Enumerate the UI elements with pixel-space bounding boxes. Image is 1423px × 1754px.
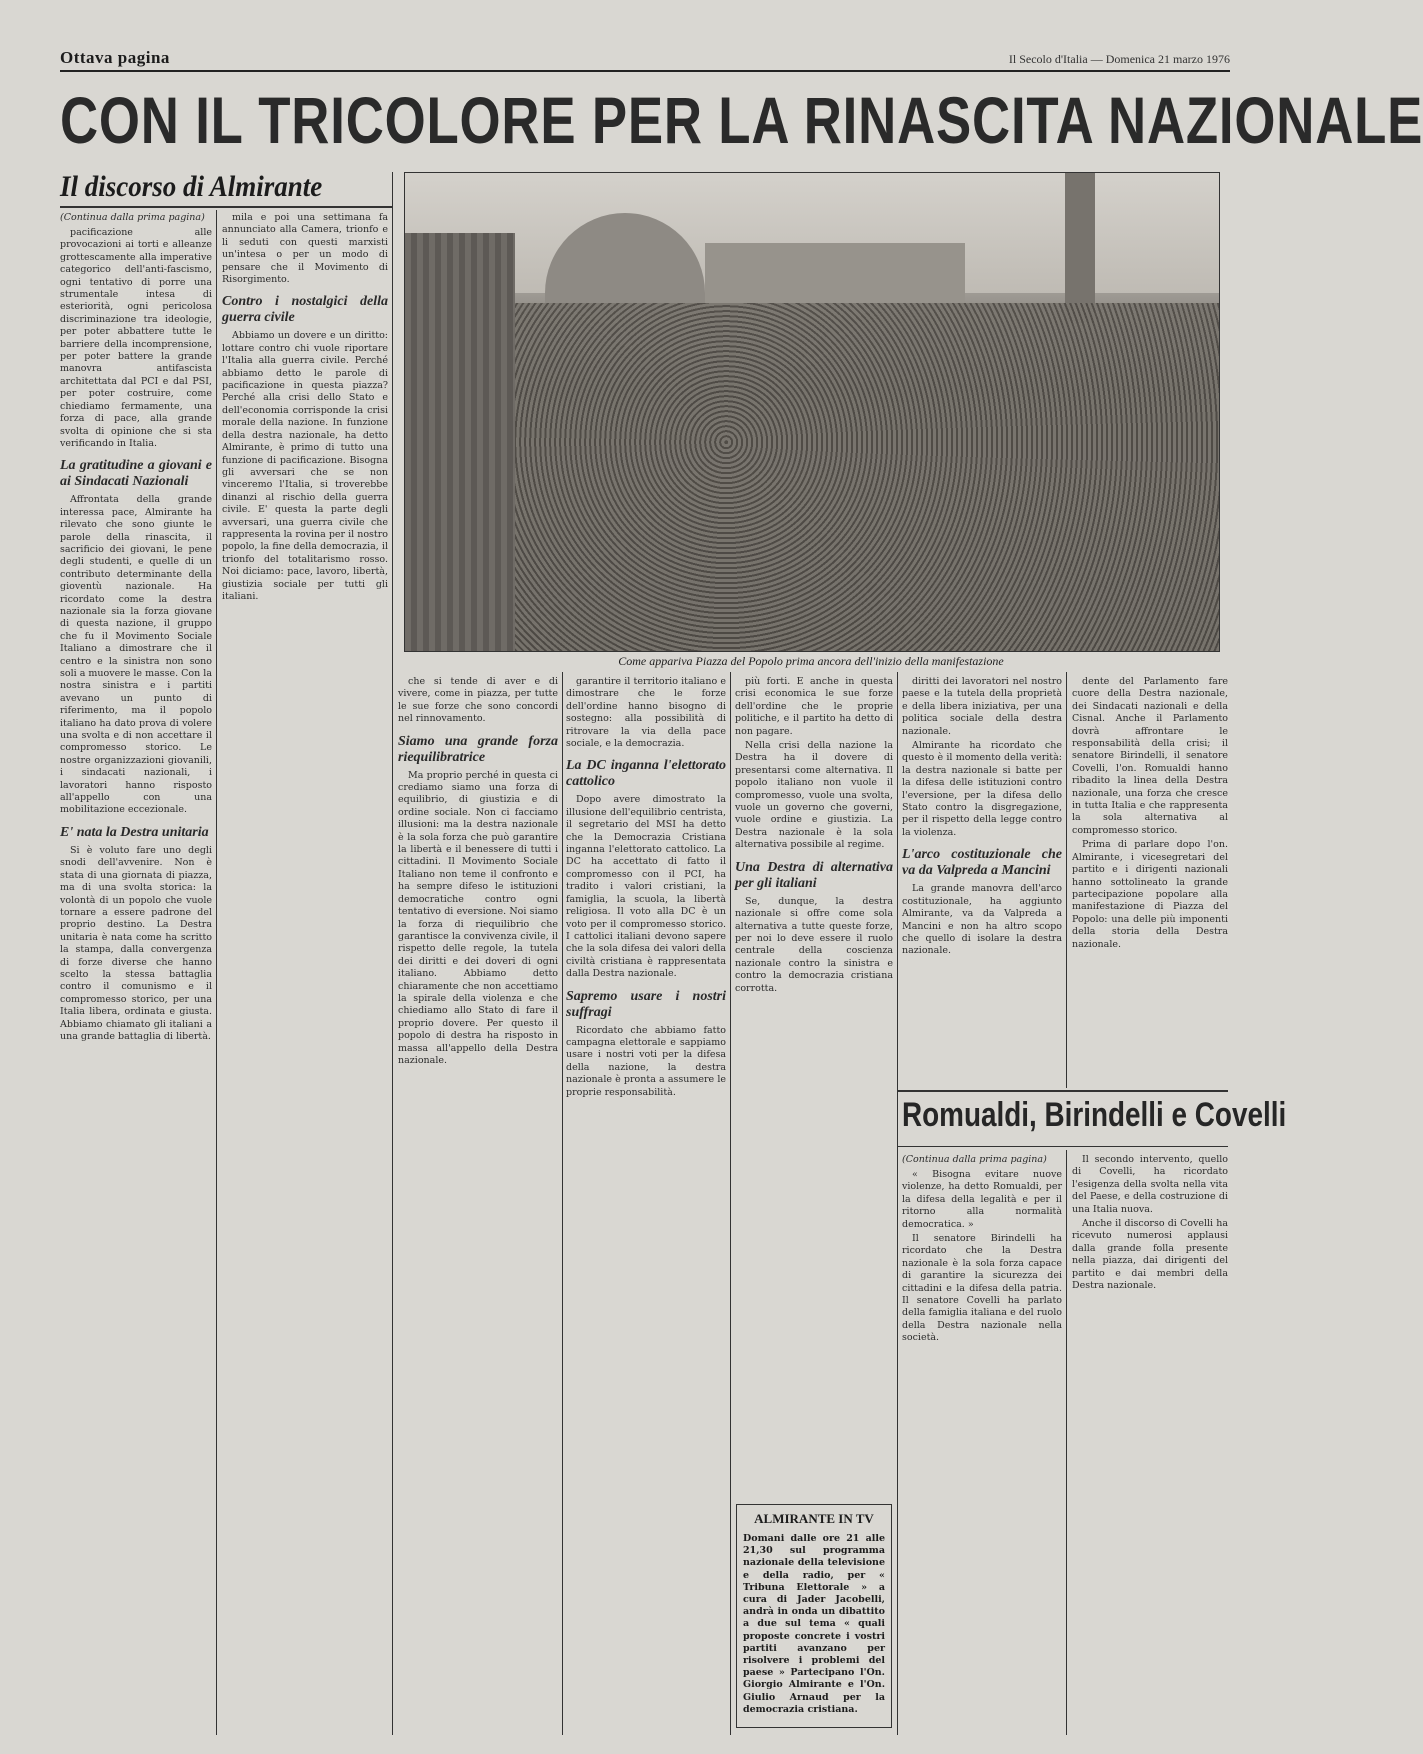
- body-text: Si è voluto fare uno degli snodi dell'avvenire. Non è stata di una giornata di piazza, ma di una svolta storica: la volontà di un popolo che vuole tornare a essere padrone del proprio destino. La Destra unitaria è nata come ha scritto la stampa, dalla convergenza di forze diverse che hanno scelto la stessa battaglia contro il comunismo e il compromesso storico, per una Italia libera, ordinata e giusta. Abbiamo chiamato gli italiani a una grande battaglia di libertà.: [60, 844, 212, 1042]
- subheading: La gratitudine a giovani e ai Sindacati Nazionali: [60, 458, 212, 490]
- page-header: [60, 48, 1230, 72]
- tv-announcement-box: [736, 1504, 892, 1728]
- article-column-2: [222, 212, 388, 1734]
- body-text: Ma proprio perché in questa ci crediamo siamo una forza di equilibrio, di giustizia e di ordine sociale. Non ci facciamo illusioni: ma la destra nazionale è la sola forza che può garantire la libertà e il benessere di tutti i cittadini. Il Movimento Sociale Italiano non teme il confronto e ha sempre difeso le istituzioni democratiche contro ogni tentativo di eversione. Noi siamo la forza di riequilibrio che garantisce la convivenza civile, il rispetto delle regole, la tutela dei diritti e dei doveri di ogni italiano. Abbiamo detto chiaramente che non accettiamo la spirale della violenza e che chiediamo allo Stato di fare il proprio dovere. Per questo il popolo di destra ha risposto in massa all'appello della Destra nazionale.: [398, 769, 558, 1066]
- column-rule: [1066, 1150, 1067, 1735]
- box-rule: [898, 1090, 1228, 1092]
- photo-obelisk: [1065, 173, 1095, 323]
- subheading: L'arco costituzionale che va da Valpreda a Mancini: [902, 847, 1062, 879]
- body-text: Il secondo intervento, quello di Covelli, ha ricordato l'esigenza della svolta nella vita del Paese, e della costruzione di una Italia nuova.: [1072, 1154, 1228, 1215]
- column-rule: [1066, 672, 1067, 1088]
- subheading: Siamo una grande forza riequilibratrice: [398, 733, 558, 765]
- box-headline: Romualdi, Birindelli e Covelli: [902, 1096, 1287, 1134]
- box-rule: [898, 1146, 1228, 1147]
- rally-photo: [404, 172, 1220, 652]
- article-column-3: [398, 676, 558, 1734]
- body-text: Se, dunque, la destra nazionale si offre come sola alternativa a tutte queste forze, per noi lo deve essere il ruolo centrale della coscienza nazionale contro la sinistra e contro la democrazia cristiana corrotta.: [735, 895, 893, 994]
- column-rule: [216, 210, 217, 1735]
- subheading: Sapremo usare i nostri suffragi: [566, 988, 726, 1020]
- body-text: Il senatore Birindelli ha ricordato che la Destra nazionale è la sola forza capace di garantire la sicurezza dei cittadini e la difesa della patria. Il senatore Covelli ha parlato della famiglia italiana e del ruolo della Destra nazionale nella società.: [902, 1233, 1062, 1344]
- body-text: più forti. E anche in questa crisi economica le sue forze dell'ordine che le proprie politiche, e il partito ha detto di non pagare.: [735, 676, 893, 737]
- photo-crowd: [515, 303, 1219, 651]
- publication-line: Il Secolo d'Italia — Domenica 21 marzo 1976: [1008, 52, 1230, 66]
- continued-note: (Continua dalla prima pagina): [60, 212, 205, 223]
- tv-box-body: Domani dalle ore 21 alle 21,30 sul programma nazionale della televisione e della radio, per « Tribuna Elettorale » a cura di Jader Jacobelli, andrà in onda un dibattito a due sul tema « quali proposte concrete i vostri partiti avanzano per risolvere i problemi del paese » Partecipano l'On. Giorgio Almirante e l'On. Giulio Arnaud per la democrazia cristiana.: [743, 1533, 885, 1715]
- body-text: Prima di parlare dopo l'on. Almirante, i vicesegretari del partito e i dirigenti nazionali hanno sottolineato la grande partecipazione popolare alla manifestazione di Piazza del Popolo: una delle più imponenti della storia della Destra nazionale.: [1072, 839, 1228, 950]
- section-label: Ottava pagina: [60, 48, 170, 67]
- column-rule: [730, 672, 731, 1735]
- subheading: La DC inganna l'elettorato cattolico: [566, 758, 726, 790]
- body-text: Nella crisi della nazione la Destra ha il dovere di presentarsi come alternativa. Il popolo italiano non vuole il compromesso, vuole una svolta, vuole un governo che governi, vuole ordine e giustizia. La Destra nazionale è la sola alternativa possibile al regime.: [735, 740, 893, 851]
- continued-note: (Continua dalla prima pagina): [902, 1154, 1047, 1165]
- article-title: Il discorso di Almirante: [60, 170, 323, 203]
- body-text: Abbiamo un dovere e un diritto: lottare contro chi vuole riportare l'Italia alla guerra civile. Perché abbiamo detto le parole di pacificazione in questa piazza? Perché alla crisi dello Stato e dell'economia corrisponde la crisi morale della nazione. In funzione della destra nazionale, ha detto Almirante, è primo di tutto una funzione di pacificazione. Bisogna gli avversari che se non vinceremo l'Italia, si troverebbe dinanzi al rischio della guerra civile. E' questa la parte degli avversari, una guerra civile che rappresenta la rovina per il nostro popolo, la fine della democrazia, il trionfo del totalitarismo rosso. Noi diciamo: pace, lavoro, libertà, giustizia sociale per tutti gli italiani.: [222, 330, 388, 602]
- column-rule: [562, 672, 563, 1735]
- article-column-6: [902, 676, 1062, 1086]
- photo-caption: Come appariva Piazza del Popolo prima ancora dell'inizio della manifestazione: [618, 654, 1004, 668]
- body-text: pacificazione alle provocazioni ai torti e alleanze grottescamente alla imperative categorico dell'anti-fascismo, ogni tentativo di porre una strumentale intesa di esteriorità, ogni pericolosa discriminazione tra ideologie, per poter abbattere tutte le barriere della incomprensione, per poter battere la grande manovra antifascista architettata dal PCI e dal PSI, per poter costruire, come chiediamo fermamente, una forza di pace, alla grande svolta di opinione che si sta verificando in Italia.: [60, 227, 212, 449]
- main-headline: CON IL TRICOLORE PER LA RINASCITA NAZIONALE: [60, 83, 1423, 157]
- subheading: E' nata la Destra unitaria: [60, 824, 209, 840]
- article-column-4: [566, 676, 726, 1734]
- box-column-2: [1072, 1154, 1228, 1734]
- body-text: garantire il territorio italiano e dimostrare che le forze dell'ordine hanno bisogno di sostegno: alla possibilità di ritrovare la via della pace sociale, e la democrazia.: [566, 676, 726, 750]
- article-column-7: [1072, 676, 1228, 1086]
- article-column-1: [60, 212, 212, 1734]
- body-text: Dopo avere dimostrato la illusione dell'equilibrio centrista, il segretario del MSI ha detto che la Democrazia Cristiana inganna l'elettorato cattolico. La DC ha accettato di fatto il compromesso con il PCI, ha tradito i valori cristiani, la famiglia, la scuola, la libertà religiosa. Il voto alla DC è un voto per il compromesso storico. I cattolici italiani devono sapere che la sola difesa dei valori della civiltà cristiana è rappresentata dalla Destra nazionale.: [566, 794, 726, 980]
- body-text: che si tende di aver e di vivere, come in piazza, per tutte le sue forze che sono concordi nel rinnovamento.: [398, 676, 558, 725]
- subheading: Contro i nostalgici della guerra civile: [222, 294, 388, 326]
- column-rule: [392, 172, 393, 1735]
- body-text: Almirante ha ricordato che questo è il momento della verità: la destra nazionale si batte per la difesa delle istituzioni contro l'eversione, per la difesa dello Stato contro la disgregazione, per il rispetto della legge contro la violenza.: [902, 740, 1062, 838]
- body-text: Ricordato che abbiamo fatto campagna elettorale e sappiamo usare i nostri voti per la difesa della nazione, la destra nazionale è pronta a assumere le proprie responsabilità.: [566, 1024, 726, 1098]
- body-text: mila e poi una settimana fa annunciato alla Camera, trionfo e li seduti con questi marxisti un'intesa o per un modo di pensare che il Movimento di Risorgimento.: [222, 212, 388, 286]
- tv-box-title: ALMIRANTE IN TV: [754, 1511, 874, 1526]
- body-text: Anche il discorso di Covelli ha ricevuto numerosi applausi dalla grande folla presente nella piazza, dai dirigenti del partito e dai membri della Destra nazionale.: [1072, 1218, 1228, 1292]
- body-text: « Bisogna evitare nuove violenze, ha detto Romualdi, per la difesa della legalità e per il ritorno alla normalità democratica. »: [902, 1169, 1062, 1230]
- body-text: La grande manovra dell'arco costituzionale, ha aggiunto Almirante, va da Valpreda a Mancini e non ha altro scopo che quello di isolare la destra nazionale.: [902, 883, 1062, 957]
- subheading: Una Destra di alternativa per gli italiani: [735, 859, 893, 891]
- column-rule: [60, 206, 392, 208]
- article-column-5: [735, 676, 893, 1496]
- photo-balcony: [405, 233, 515, 651]
- body-text: Affrontata della grande interessa pace, Almirante ha rilevato che sono giunte le parole della rinascita, il sacrificio dei giovani, le pene degli studenti, e quelle di un contributo determinante della gioventù nazionale. Ha ricordato come la destra nazionale sia la forza giovane di questa nazione, il gruppo che fu il Movimento Sociale Italiano a dimostrare che il centro e la sinistra non sono soli a muovere le masse. Con la nostra sinistra e i partiti avevano un punto di riferimento, ma il popolo italiano ha dato prova di volere una svolta e di non accettare il compromesso storico. Le nostre organizzazioni giovanili, i sindacati nazionali, i lavoratori hanno risposto all'appello con una mobilitazione eccezionale.: [60, 494, 212, 816]
- box-column-1: [902, 1154, 1062, 1734]
- column-rule: [897, 672, 898, 1735]
- body-text: dente del Parlamento fare cuore della Destra nazionale, dei Sindacati nazionali e della Cisnal. Anche il Parlamento dovrà affrontare le responsabilità della crisi; il senatore Birindelli, il senatore Covelli, l'on. Romualdi hanno ribadito la linea della Destra nazionale, una forza che cresce in tutta Italia e che rappresenta la sola alternativa al compromesso storico.: [1072, 676, 1228, 836]
- body-text: diritti dei lavoratori nel nostro paese e la tutela della proprietà e della libera iniziativa, per una politica sociale della destra nazionale.: [902, 676, 1062, 737]
